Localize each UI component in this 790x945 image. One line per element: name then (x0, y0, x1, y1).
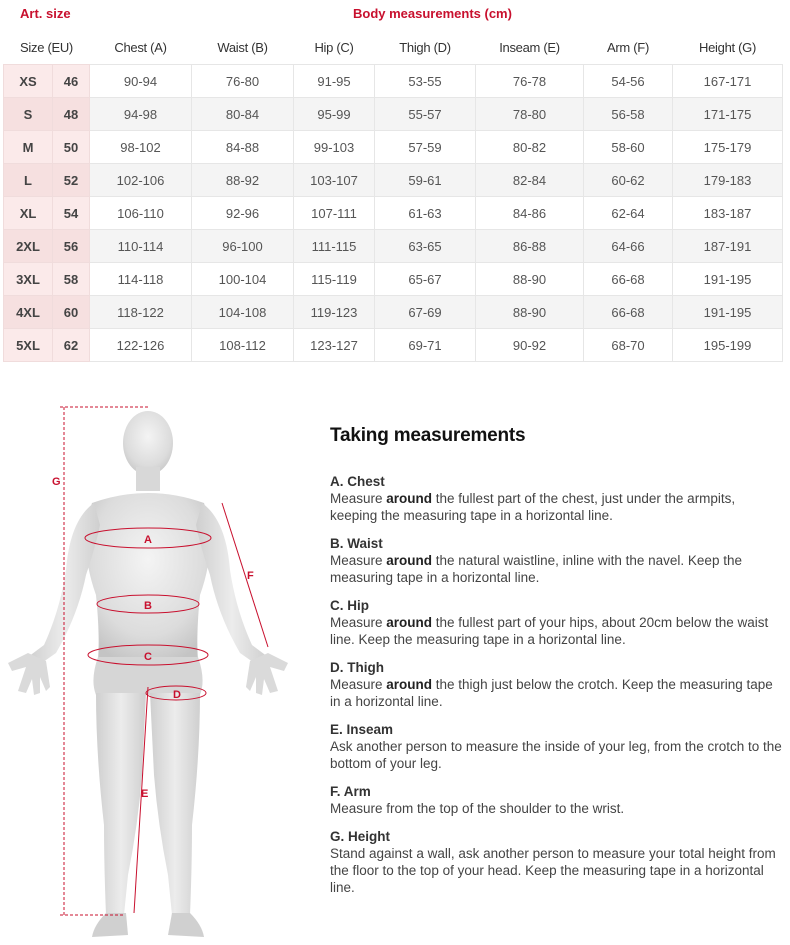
table-row (4, 329, 783, 362)
hip-cell: 103-107 (294, 164, 375, 197)
size-table-body (4, 65, 783, 362)
inseam-cell: 82-84 (476, 164, 584, 197)
instruction-item (330, 597, 785, 648)
thigh-cell: 53-55 (375, 65, 476, 98)
instruction-item (330, 473, 785, 524)
arm-cell: 58-60 (584, 131, 673, 164)
thigh-cell: 65-67 (375, 263, 476, 296)
size-label-cell: 2XL (4, 230, 53, 263)
instruction-text (330, 738, 785, 772)
arm-cell: 64-66 (584, 230, 673, 263)
size-label-cell: XL (4, 197, 53, 230)
table-row (4, 197, 783, 230)
instruction-text-pre: Stand against a wall, ask another person to measure your total height from the floor to the top of your head. Keep the measuring tape in a horizontal line. (330, 846, 776, 895)
size-chart-table (3, 31, 783, 362)
table-row (4, 98, 783, 131)
hip-cell: 95-99 (294, 98, 375, 131)
height-cell: 171-175 (673, 98, 783, 131)
instruction-text-post: the fullest part of the chest, just under the armpits, keeping the measuring tape in a horizontal line. (330, 491, 736, 523)
waist-cell: 92-96 (192, 197, 294, 230)
waist-cell: 76-80 (192, 65, 294, 98)
instruction-text (330, 676, 785, 710)
size-label-cell: 4XL (4, 296, 53, 329)
instruction-title: A. Chest (330, 474, 385, 489)
size-label-cell: 5XL (4, 329, 53, 362)
label-b: B (144, 600, 152, 612)
instruction-text (330, 490, 785, 524)
instruction-text-post: the fullest part of your hips, about 20cm below the waist line. Keep the measuring tape in a horizontal line. (330, 615, 769, 647)
waist-cell: 104-108 (192, 296, 294, 329)
column-header: Chest (A) (114, 40, 167, 55)
arm-cell: 62-64 (584, 197, 673, 230)
instruction-text-pre: Measure (330, 677, 387, 692)
eu-size-cell: 54 (53, 197, 90, 230)
waist-cell: 100-104 (192, 263, 294, 296)
thigh-cell: 59-61 (375, 164, 476, 197)
waist-cell: 84-88 (192, 131, 294, 164)
chest-cell: 98-102 (90, 131, 192, 164)
eu-size-cell: 58 (53, 263, 90, 296)
chest-cell: 106-110 (90, 197, 192, 230)
thigh-cell: 67-69 (375, 296, 476, 329)
instruction-text-bold: around (386, 615, 433, 630)
instruction-text (330, 800, 785, 817)
size-label-cell: 3XL (4, 263, 53, 296)
hip-cell: 123-127 (294, 329, 375, 362)
instruction-text-pre: Measure from the top of the shoulder to the wrist. (330, 801, 625, 816)
size-label-cell: XS (4, 65, 53, 98)
instruction-text-post: the natural waistline, inline with the navel. Keep the measuring tape in a horizontal line. (330, 553, 742, 585)
hip-cell: 111-115 (294, 230, 375, 263)
chest-cell: 94-98 (90, 98, 192, 131)
instruction-title: D. Thigh (330, 660, 384, 675)
eu-size-cell: 46 (53, 65, 90, 98)
chest-cell: 114-118 (90, 263, 192, 296)
instruction-title: E. Inseam (330, 722, 394, 737)
waist-cell: 88-92 (192, 164, 294, 197)
height-cell: 191-195 (673, 296, 783, 329)
column-header: Waist (B) (217, 40, 268, 55)
inseam-cell: 88-90 (476, 263, 584, 296)
instruction-title: F. Arm (330, 784, 371, 799)
column-header: Arm (F) (607, 40, 649, 55)
instruction-title: C. Hip (330, 598, 369, 613)
arm-cell: 68-70 (584, 329, 673, 362)
inseam-cell: 84-86 (476, 197, 584, 230)
instruction-item (330, 659, 785, 710)
height-cell: 179-183 (673, 164, 783, 197)
instruction-title: G. Height (330, 829, 390, 844)
hip-cell: 91-95 (294, 65, 375, 98)
chest-cell: 118-122 (90, 296, 192, 329)
instruction-text-post: the thigh just below the crotch. Keep the measuring tape in a horizontal line. (330, 677, 773, 709)
table-row (4, 230, 783, 263)
measurement-instructions (330, 425, 785, 907)
inseam-cell: 80-82 (476, 131, 584, 164)
label-a: A (144, 534, 152, 546)
waist-cell: 108-112 (192, 329, 294, 362)
instructions-title: Taking measurements (330, 425, 526, 446)
eu-size-cell: 60 (53, 296, 90, 329)
label-g: G (52, 476, 61, 488)
instruction-text (330, 614, 785, 648)
instruction-title: B. Waist (330, 536, 383, 551)
instruction-text-pre: Ask another person to measure the inside of your leg, from the crotch to the bottom of your leg. (330, 739, 782, 771)
table-row (4, 164, 783, 197)
size-label-cell: S (4, 98, 53, 131)
arm-cell: 54-56 (584, 65, 673, 98)
thigh-cell: 63-65 (375, 230, 476, 263)
body-measurements-heading: Body measurements (cm) (353, 6, 512, 21)
label-d: D (173, 689, 181, 701)
column-header: Hip (C) (314, 40, 354, 55)
column-header: Height (G) (699, 40, 756, 55)
hip-cell: 107-111 (294, 197, 375, 230)
hip-cell: 115-119 (294, 263, 375, 296)
eu-size-cell: 56 (53, 230, 90, 263)
waist-cell: 80-84 (192, 98, 294, 131)
instruction-item (330, 535, 785, 586)
table-row (4, 131, 783, 164)
table-header-row (0, 0, 790, 30)
eu-size-cell: 50 (53, 131, 90, 164)
instruction-text (330, 845, 785, 896)
height-cell: 183-187 (673, 197, 783, 230)
label-f: F (247, 570, 254, 582)
eu-size-cell: 62 (53, 329, 90, 362)
instruction-text-bold: around (386, 553, 433, 568)
thigh-cell: 55-57 (375, 98, 476, 131)
table-row (4, 296, 783, 329)
eu-size-cell: 52 (53, 164, 90, 197)
inseam-cell: 76-78 (476, 65, 584, 98)
size-label-cell: M (4, 131, 53, 164)
eu-size-cell: 48 (53, 98, 90, 131)
height-cell: 195-199 (673, 329, 783, 362)
chest-cell: 122-126 (90, 329, 192, 362)
arm-cell: 56-58 (584, 98, 673, 131)
inseam-cell: 90-92 (476, 329, 584, 362)
arm-cell: 66-68 (584, 296, 673, 329)
instruction-text-bold: around (386, 491, 433, 506)
instruction-text-bold: around (386, 677, 433, 692)
instruction-list (330, 473, 785, 896)
thigh-cell: 69-71 (375, 329, 476, 362)
instruction-item (330, 721, 785, 772)
column-header: Size (EU) (20, 40, 73, 55)
height-cell: 191-195 (673, 263, 783, 296)
height-cell: 167-171 (673, 65, 783, 98)
height-cell: 175-179 (673, 131, 783, 164)
arm-cell: 60-62 (584, 164, 673, 197)
inseam-cell: 88-90 (476, 296, 584, 329)
thigh-cell: 57-59 (375, 131, 476, 164)
thigh-cell: 61-63 (375, 197, 476, 230)
instruction-text (330, 552, 785, 586)
instruction-item (330, 783, 785, 817)
table-row (4, 65, 783, 98)
table-row (4, 263, 783, 296)
chest-cell: 90-94 (90, 65, 192, 98)
art-size-heading: Art. size (20, 6, 71, 21)
label-e: E (141, 788, 149, 800)
waist-cell: 96-100 (192, 230, 294, 263)
size-label-cell: L (4, 164, 53, 197)
instruction-item (330, 828, 785, 896)
hip-cell: 99-103 (294, 131, 375, 164)
chest-cell: 110-114 (90, 230, 192, 263)
column-header-row (4, 31, 783, 65)
height-cell: 187-191 (673, 230, 783, 263)
column-header: Thigh (D) (399, 40, 451, 55)
arm-cell: 66-68 (584, 263, 673, 296)
hip-cell: 119-123 (294, 296, 375, 329)
inseam-cell: 86-88 (476, 230, 584, 263)
instruction-text-pre: Measure (330, 615, 387, 630)
human-body (8, 411, 288, 937)
chest-cell: 102-106 (90, 164, 192, 197)
column-header: Inseam (E) (499, 40, 560, 55)
instruction-text-pre: Measure (330, 491, 387, 506)
instruction-text-pre: Measure (330, 553, 387, 568)
label-c: C (144, 651, 152, 663)
body-figure-illustration (0, 395, 310, 945)
inseam-cell: 78-80 (476, 98, 584, 131)
